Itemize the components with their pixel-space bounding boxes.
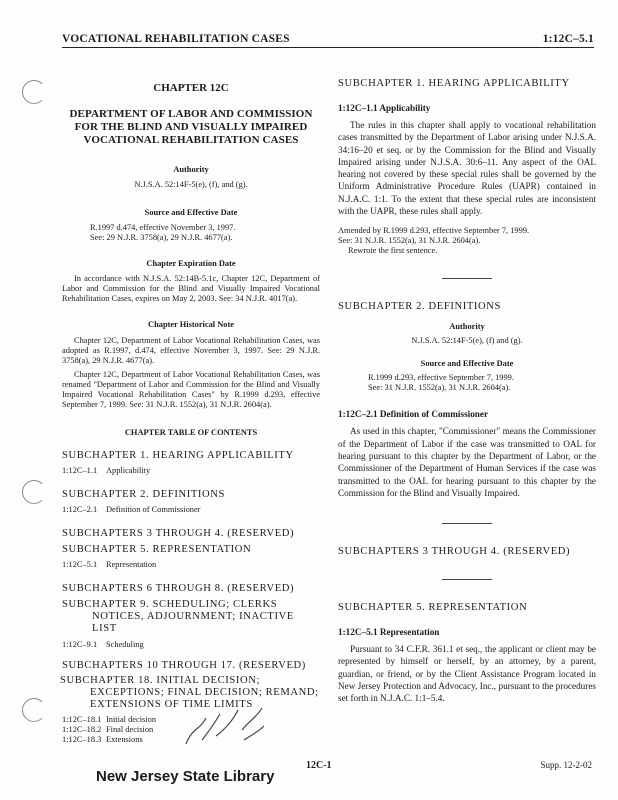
subchapter-2-source-heading: Source and Effective Date bbox=[420, 359, 514, 369]
punch-hole-bottom bbox=[22, 698, 46, 722]
section-1-1-note-3: Rewrote the first sentence. bbox=[348, 246, 438, 256]
expiration-text: In accordance with N.J.S.A. 52:14B-5.1c, Chapter 12C, Department of Labor and Commission for the Blind and Visually Impaired Vocational Rehabilitation Cases, expires on May 2, 2003. See: 34 N.J.R. 4017(a). bbox=[62, 274, 320, 303]
toc-item-title: Definition of Commissioner bbox=[106, 505, 201, 514]
handwritten-annotation bbox=[180, 700, 270, 756]
subchapter-2-authority-text: N.J.S.A. 52:14F-5(e), (f) and (g). bbox=[411, 336, 523, 346]
toc-item-2-1[interactable] bbox=[62, 505, 320, 515]
toc-item-number: 1:12C–18.2 bbox=[62, 725, 102, 734]
toc-item-title: Extensions bbox=[106, 735, 143, 744]
source-heading: Source and Effective Date bbox=[144, 208, 238, 217]
section-divider bbox=[442, 579, 492, 580]
subchapters-3-4-heading: SUBCHAPTERS 3 THROUGH 4. (RESERVED) bbox=[338, 546, 571, 558]
subchapter-1-heading: SUBCHAPTER 1. HEARING APPLICABILITY bbox=[338, 78, 570, 89]
subchapter-2-heading: SUBCHAPTER 2. DEFINITIONS bbox=[338, 301, 502, 313]
section-5-1-heading: 1:12C–5.1 Representation bbox=[338, 627, 440, 638]
toc-item-title: Final decision bbox=[106, 725, 154, 734]
toc-item-9-1[interactable] bbox=[62, 640, 320, 650]
toc-item-number: 1:12C–18.1 bbox=[62, 715, 102, 724]
section-1-1-note-1: Amended by R.1999 d.293, effective September 7, 1999. bbox=[338, 226, 530, 236]
running-header-left: VOCATIONAL REHABILITATION CASES bbox=[62, 33, 290, 45]
running-header-right: 1:12C–5.1 bbox=[542, 33, 594, 45]
authority-text: N.J.S.A. 52:14F-5(e), (f), and (g). bbox=[134, 180, 248, 189]
section-5-1-body: Pursuant to 34 C.F.R. 361.1 et seq., the applicant or client may be represented by himself or herself, by an attorney, by a parent, guardian, or friend, or by the Client Assistance Program located in New Jersey Protection and Advocacy, Inc., pursuant to the procedures set forth in N.J.A.C. 1:1–5.4. bbox=[338, 644, 596, 704]
subchapter-2-authority-heading: Authority bbox=[449, 322, 485, 332]
punch-hole-top bbox=[22, 80, 46, 104]
toc-subchapters-3-4[interactable]: SUBCHAPTERS 3 THROUGH 4. (RESERVED) bbox=[62, 528, 295, 539]
section-1-1-body: The rules in this chapter shall apply to vocational rehabilitation cases transmitted by the Department of Labor arising under N.J.S.A. 34:16–20 et seq. or by the Commission for the Blind and Visually Impaired arising under N.J.S.A. 30:6–11. Any aspect of the OAL hearing not covered by these special rules shall be governed by the Uniform Administrative Procedure Rules (UAPR) contained in N.J.A.C. 1:1. To the extent that these special rules are inconsistent with the UAPR, these rules shall apply. bbox=[338, 120, 596, 217]
toc-subchapter-2[interactable]: SUBCHAPTER 2. DEFINITIONS bbox=[62, 489, 226, 500]
toc-item-title: Scheduling bbox=[106, 640, 144, 649]
toc-subchapters-6-8[interactable]: SUBCHAPTERS 6 THROUGH 8. (RESERVED) bbox=[62, 583, 295, 594]
chapter-number: CHAPTER 12C bbox=[153, 82, 229, 94]
page-number: 12C-1 bbox=[306, 760, 332, 771]
expiration-heading: Chapter Expiration Date bbox=[146, 259, 236, 268]
toc-item-number: 1:12C–1.1 bbox=[62, 466, 98, 475]
toc-item-number: 1:12C–18.3 bbox=[62, 735, 102, 744]
source-text-1: R.1997 d.474, effective November 3, 1997. bbox=[90, 223, 236, 232]
toc-heading: CHAPTER TABLE OF CONTENTS bbox=[124, 428, 258, 437]
history-text-2: Chapter 12C, Department of Labor Vocational Rehabilitation Cases, was renamed "Department of Labor and Commission for the Blind and Visually Impaired Vocational Rehabilitation Cases" by R.1999 d.293, effective September 7, 1999. See: 31 N.J.R. 1552(a), 31 N.J.R. 2604(a). bbox=[62, 370, 320, 409]
supplement-date: Supp. 12-2-02 bbox=[540, 760, 592, 770]
section-2-1-heading: 1:12C–2.1 Definition of Commissioner bbox=[338, 409, 489, 420]
authority-heading: Authority bbox=[173, 165, 209, 174]
toc-item-title: Initial decision bbox=[106, 715, 157, 724]
subchapter-2-source-text-2: See: 31 N.J.R. 1552(a), 31 N.J.R. 2604(a). bbox=[368, 383, 511, 393]
chapter-name: DEPARTMENT OF LABOR AND COMMISSION FOR THE BLIND AND VISUALLY IMPAIRED VOCATIONAL REHABILITATION CASES bbox=[69, 108, 313, 146]
toc-subchapters-10-17[interactable]: SUBCHAPTERS 10 THROUGH 17. (RESERVED) bbox=[62, 660, 306, 671]
library-stamp: New Jersey State Library bbox=[96, 768, 275, 785]
toc-item-number: 1:12C–9.1 bbox=[62, 640, 98, 649]
toc-subchapter-9[interactable]: SUBCHAPTER 9. SCHEDULING; CLERKS NOTICES, ADJOURNMENT; INACTIVE LIST bbox=[62, 599, 294, 634]
toc-item-number: 1:12C–2.1 bbox=[62, 505, 98, 514]
left-column bbox=[62, 72, 320, 745]
right-column bbox=[338, 78, 596, 705]
section-2-1-body: As used in this chapter, "Commissioner" means the Commissioner of the Department of Labor if the case was transmitted to OAL for hearing pursuant to this chapter by the Department of Labor, or the Commissioner of the Department of Human Services if the case was transmitted to the OAL for hearing pursuant to this chapter by the Commission for the Blind and Visually Impaired. bbox=[338, 426, 596, 498]
history-text-1: Chapter 12C, Department of Labor Vocational Rehabilitation Cases, was adopted as R.1997, d.474, effective November 3, 1997. See: 29 N.J.R. 3758(a), 29 N.J.R. 4677(a). bbox=[62, 336, 320, 365]
toc-subchapter-1[interactable]: SUBCHAPTER 1. HEARING APPLICABILITY bbox=[62, 450, 294, 461]
subchapter-2-source-text-1: R.1999 d.293, effective September 7, 1999. bbox=[368, 373, 514, 383]
history-heading: Chapter Historical Note bbox=[148, 320, 234, 329]
toc-subchapter-5[interactable]: SUBCHAPTER 5. REPRESENTATION bbox=[62, 544, 252, 555]
toc-item-title: Applicability bbox=[106, 466, 151, 475]
section-1-1-heading: 1:12C–1.1 Applicability bbox=[338, 103, 431, 113]
source-text-2: See: 29 N.J.R. 3758(a), 29 N.J.R. 4677(a). bbox=[90, 233, 233, 242]
toc-item-title: Representation bbox=[106, 560, 157, 569]
header-rule bbox=[62, 47, 594, 48]
subchapter-5-heading: SUBCHAPTER 5. REPRESENTATION bbox=[338, 602, 528, 614]
section-1-1-note-2: See: 31 N.J.R. 1552(a), 31 N.J.R. 2604(a). bbox=[338, 236, 481, 246]
toc-subchapter-18[interactable]: SUBCHAPTER 18. INITIAL DECISION; EXCEPTIONS; FINAL DECISION; REMAND; EXTENSIONS OF TIME LIMITS bbox=[60, 675, 319, 710]
punch-hole-middle bbox=[22, 480, 46, 504]
toc-item-number: 1:12C–5.1 bbox=[62, 560, 98, 569]
toc-item-5-1[interactable] bbox=[62, 560, 320, 570]
section-divider bbox=[442, 278, 492, 279]
section-divider bbox=[442, 523, 492, 524]
toc-item-1-1[interactable] bbox=[62, 466, 320, 476]
